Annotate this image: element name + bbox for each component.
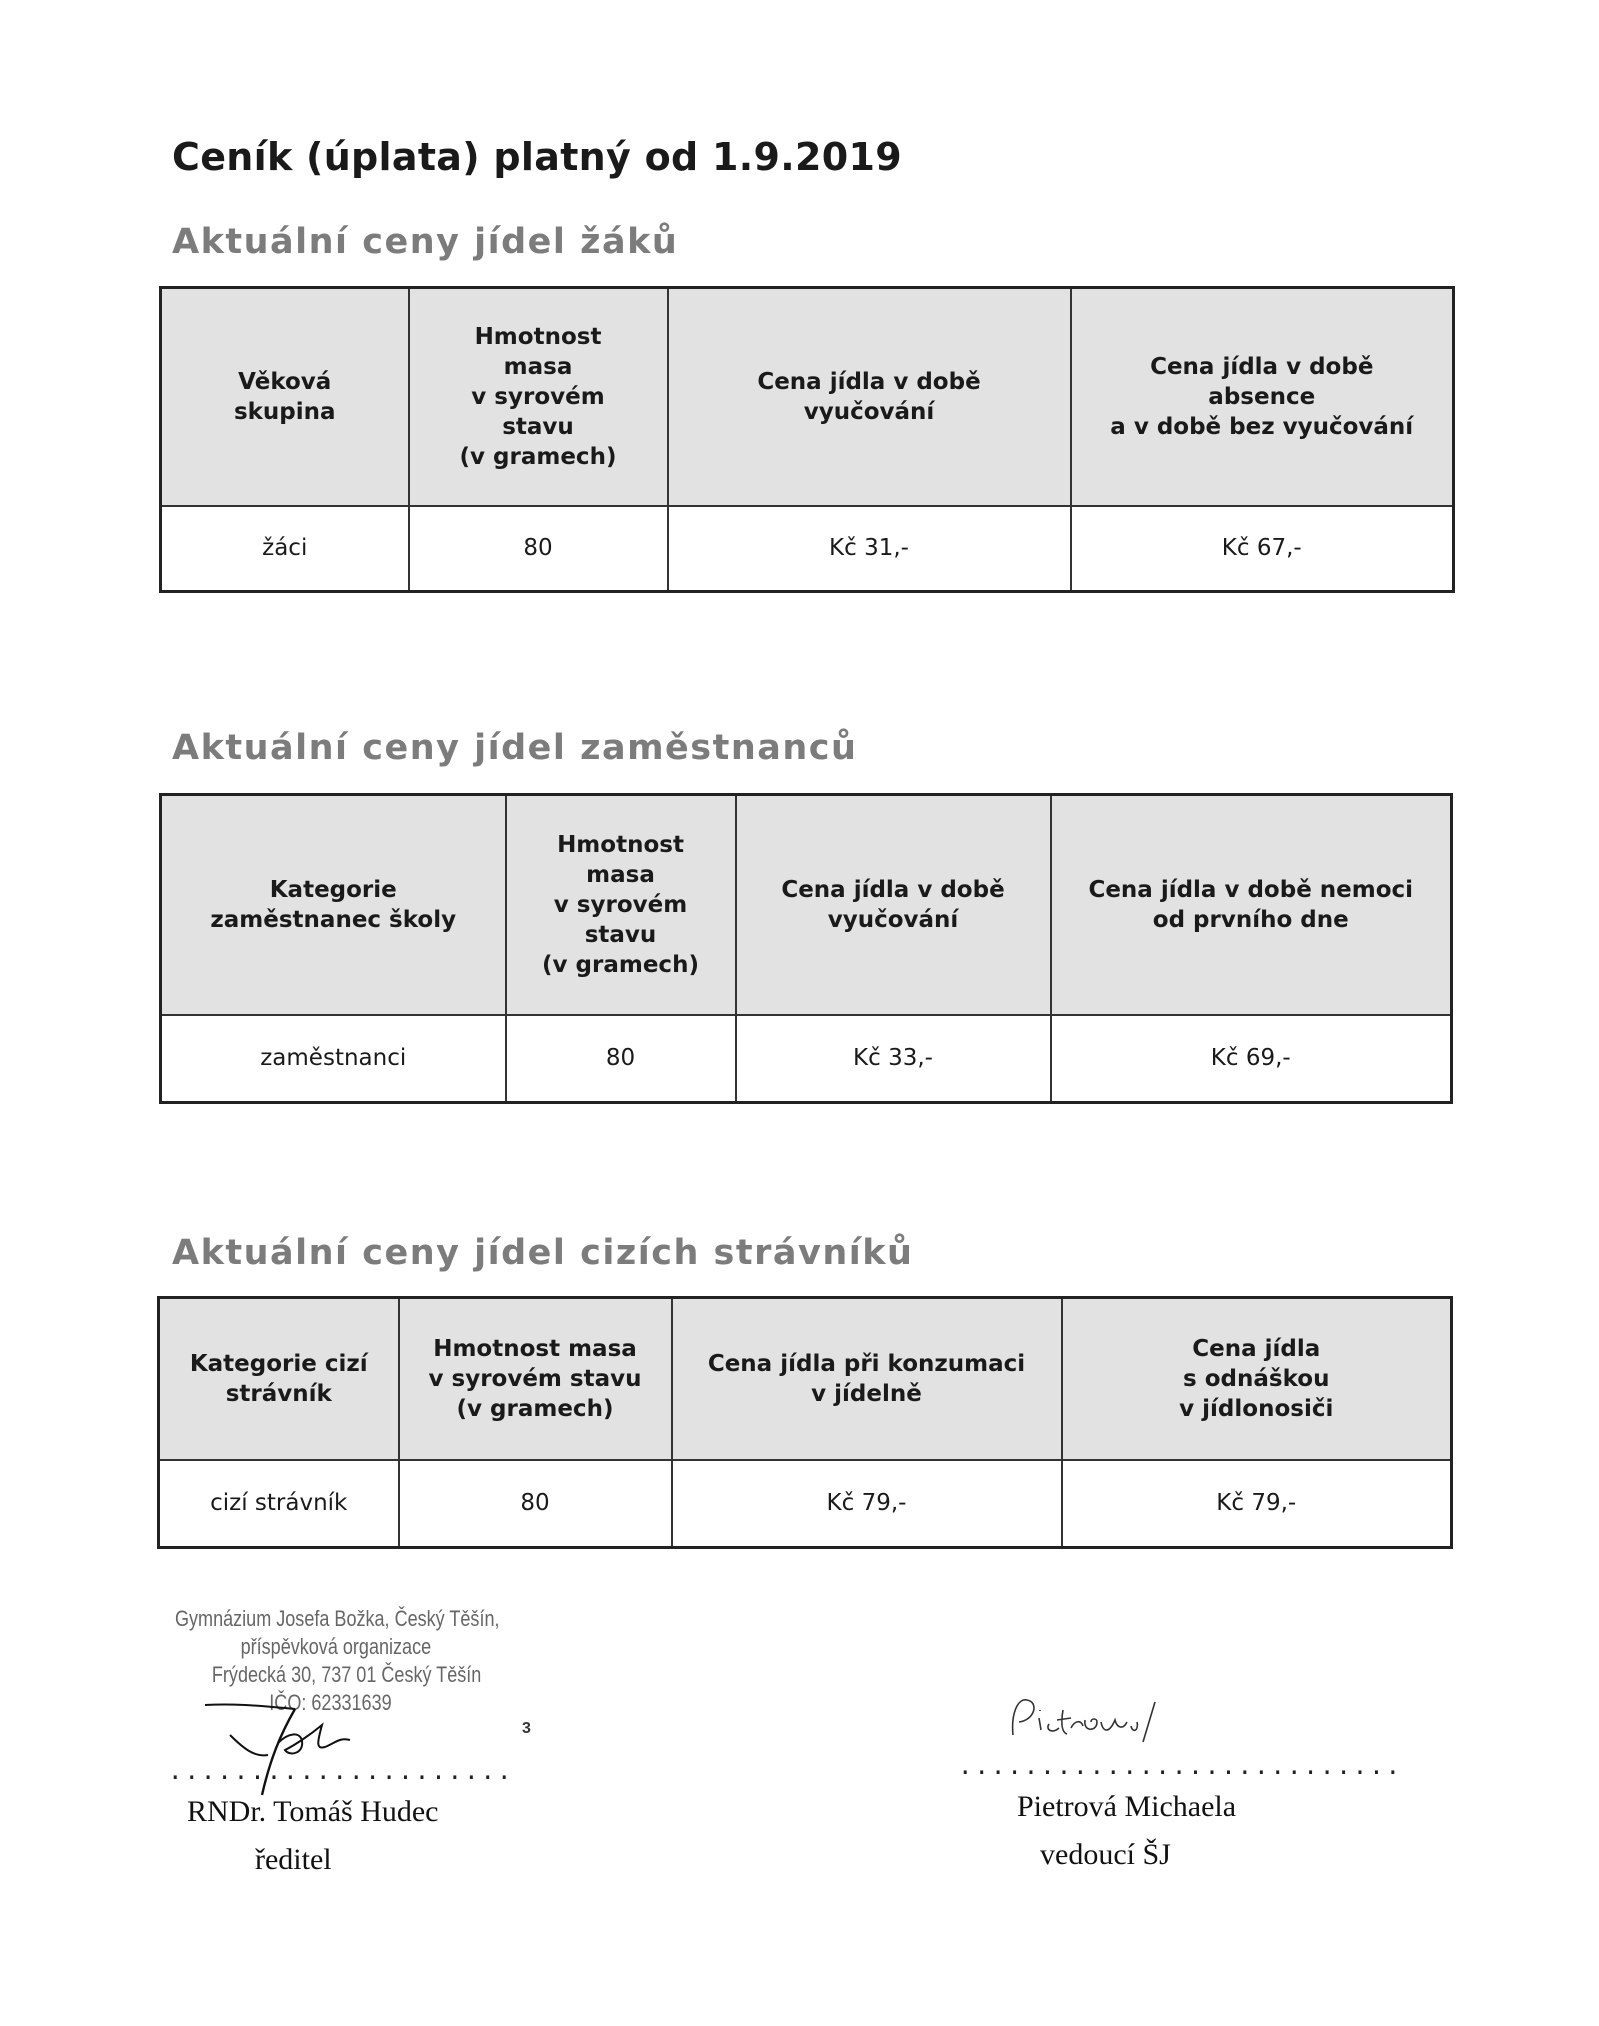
table-row [161, 1015, 1452, 1103]
table-header-row [161, 288, 1454, 506]
canteen-head-signature [1005, 1690, 1205, 1750]
cell-weight: 80 [409, 506, 668, 592]
header-price-absence: Cena jídla v době absence a v době bez vyučování [1071, 288, 1454, 506]
employees-price-table [159, 793, 1453, 1104]
header-employee-category: Kategorie zaměstnanec školy [161, 795, 506, 1015]
header-meat-weight: Hmotnost masa v syrovém stavu (v gramech) [399, 1298, 672, 1460]
section-heading-students: Aktuální ceny jídel žáků [172, 222, 679, 262]
cell-category: zaměstnanci [161, 1015, 506, 1103]
table-header-row [161, 795, 1452, 1015]
cell-category: cizí strávník [159, 1460, 399, 1548]
external-diners-price-table [157, 1296, 1453, 1549]
header-price-canteen: Cena jídla při konzumaci v jídelně [672, 1298, 1062, 1460]
signer-role-left: ředitel [255, 1843, 332, 1876]
cell-category: žáci [161, 506, 409, 592]
cell-price-absence: Kč 67,- [1071, 506, 1454, 592]
cell-weight: 80 [399, 1460, 672, 1548]
header-external-category: Kategorie cizí strávník [159, 1298, 399, 1460]
section-heading-external-diners: Aktuální ceny jídel cizích strávníků [172, 1233, 914, 1273]
signer-name-left: RNDr. Tomáš Hudec [187, 1795, 439, 1828]
header-price-takeaway: Cena jídla s odnáškou v jídlonosiči [1062, 1298, 1452, 1460]
table-row [161, 506, 1454, 592]
cell-price-takeaway: Kč 79,- [1062, 1460, 1452, 1548]
header-meat-weight: Hmotnost masa v syrovém stavu (v gramech) [506, 795, 736, 1015]
header-meat-weight: Hmotnost masa v syrovém stavu (v gramech) [409, 288, 668, 506]
cell-price-illness: Kč 69,- [1051, 1015, 1452, 1103]
margin-mark: 3 [522, 1720, 531, 1737]
stamp-line: Frýdecká 30, 737 01 Český Těšín [211, 1662, 482, 1687]
section-heading-employees: Aktuální ceny jídel zaměstnanců [172, 728, 858, 768]
cell-price-teaching: Kč 33,- [736, 1015, 1051, 1103]
header-age-group: Věková skupina [161, 288, 409, 506]
document-title: Ceník (úplata) platný od 1.9.2019 [172, 135, 902, 179]
signer-name-right: Pietrová Michaela [1017, 1790, 1237, 1823]
table-row [159, 1460, 1452, 1548]
table-header-row [159, 1298, 1452, 1460]
signer-role-right: vedoucí ŠJ [1040, 1838, 1171, 1871]
cell-weight: 80 [506, 1015, 736, 1103]
stamp-line: příspěvková organizace [240, 1634, 432, 1659]
cell-price-teaching: Kč 31,- [668, 506, 1071, 592]
cell-price-canteen: Kč 79,- [672, 1460, 1062, 1548]
header-price-illness: Cena jídla v době nemoci od prvního dne [1051, 795, 1452, 1015]
students-price-table [159, 286, 1455, 593]
header-price-teaching: Cena jídla v době vyučování [668, 288, 1071, 506]
stamp-line: IČO: 62331639 [269, 1690, 392, 1715]
signature-line-right: ........................... [958, 1752, 1403, 1780]
signature-line-left: ..................... [168, 1757, 514, 1785]
header-price-teaching: Cena jídla v době vyučování [736, 795, 1051, 1015]
stamp-line: Gymnázium Josefa Božka, Český Těšín, [175, 1606, 500, 1631]
